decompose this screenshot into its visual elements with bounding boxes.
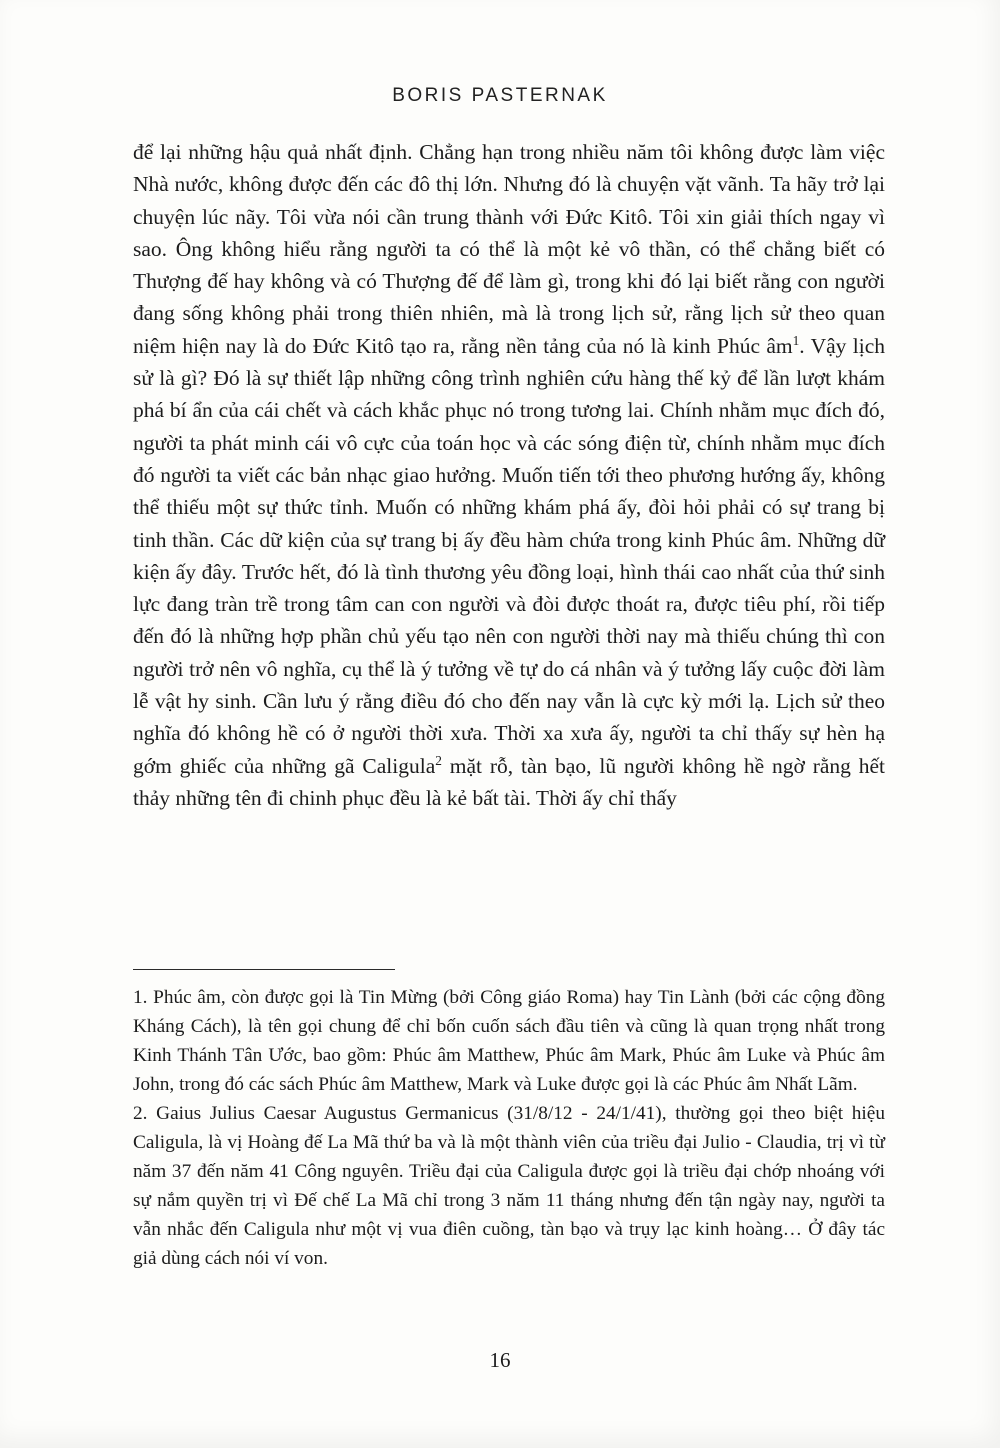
footnote-ref-2: 2 xyxy=(435,752,442,768)
body-paragraph xyxy=(133,136,885,814)
footnote-1: 1. Phúc âm, còn được gọi là Tin Mừng (bởi Công giáo Roma) hay Tin Lành (bởi các cộng đồng Kháng Cách), là tên gọi chung để chỉ bốn cuốn sách đầu tiên và cũng là quan trọng nhất trong Kinh Thánh Tân Ước, bao gồm: Phúc âm Matthew, Phúc âm Mark, Phúc âm Luke và Phúc âm John, trong đó các sách Phúc âm Matthew, Mark và Luke được gọi là các Phúc âm Nhất Lãm. xyxy=(133,987,885,1095)
body-text-segment-3: mặt rỗ, tàn bạo, lũ người không hề ngờ rằng hết thảy những tên đi chinh phục đều là kẻ bất tài. Thời ấy chỉ thấy xyxy=(133,753,885,810)
body-text-segment-2: . Vậy lịch sử là gì? Đó là sự thiết lập những công trình nghiên cứu hàng thế kỷ để lần lượt khám phá bí ẩn của cái chết và cách khắc phục nó trong tương lai. Chính nhằm mục đích đó, người ta phát minh cái vô cực của toán học và các sóng điện từ, chính nhằm mục đích đó người ta viết các bản nhạc giao hưởng. Muốn tiến tới theo phương hướng ấy, không thể thiếu một sự thức tỉnh. Muốn có những khám phá ấy, đòi hỏi phải có sự trang bị tinh thần. Các dữ kiện của sự trang bị ấy đều hàm chứa trong kinh Phúc âm. Những dữ kiện ấy đây. Trước hết, đó là tình thương yêu đồng loại, hình thái cao nhất của thứ sinh lực đang tràn trề trong tâm can con người và đòi được thoát ra, được tiêu phí, rồi tiếp đến đó là những hợp phần chủ yếu tạo nên con người thời nay mà thiếu chúng thì con người trở nên vô nghĩa, cụ thể là ý tưởng về tự do cá nhân và ý tưởng lấy cuộc đời làm lễ vật hy sinh. Cần lưu ý rằng điều đó cho đến nay vẫn là cực kỳ mới lạ. Lịch sử theo nghĩa đó không hề có ở người thời xưa. Thời xa xưa ấy, người ta chỉ thấy sự hèn hạ gớm ghiếc của những gã Caligula xyxy=(133,333,885,778)
running-header: BORIS PASTERNAK xyxy=(392,85,608,106)
page-number: 16 xyxy=(489,1348,511,1372)
footnote-ref-1: 1 xyxy=(792,332,800,348)
body-text-segment-1: để lại những hậu quả nhất định. Chẳng hạn trong nhiều năm tôi không được làm việc Nhà nước, không được đến các đô thị lớn. Nhưng đó là chuyện vặt vãnh. Ta hãy trở lại chuyện lúc nãy. Tôi vừa nói cần trung thành với Đức Kitô. Tôi xin giải thích ngay vì sao. Ông không hiểu rằng người ta có thể là một kẻ vô thần, có thể chẳng biết có Thượng đế hay không và có Thượng đế để làm gì, trong khi đó lại biết rằng con người đang sống không phải trong thiên nhiên, mà là trong lịch sử, rằng lịch sử theo quan niệm hiện nay là do Đức Kitô tạo ra, rằng nền tảng của nó là kinh Phúc âm xyxy=(133,140,885,358)
footnotes-section xyxy=(133,983,885,1273)
footnote-separator xyxy=(133,969,395,970)
footnote-2: 2. Gaius Julius Caesar Augustus Germanicus (31/8/12 - 24/1/41), thường gọi theo biệt hiệu Caligula, là vị Hoàng đế La Mã thứ ba và là một thành viên của triều đại Julio - Claudia, trị vì từ năm 37 đến năm 41 Công nguyên. Triều đại của Caligula được gọi là triều đại chớp nhoáng với sự nắm quyền trị vì Đế chế La Mã chỉ trong 3 năm 11 tháng nhưng đến tận ngày nay, người ta vẫn nhắc đến Caligula như một vị vua điên cuồng, tàn bạo và trụy lạc kinh hoàng… Ở đây tác giả dùng cách nói ví von. xyxy=(133,1103,885,1269)
